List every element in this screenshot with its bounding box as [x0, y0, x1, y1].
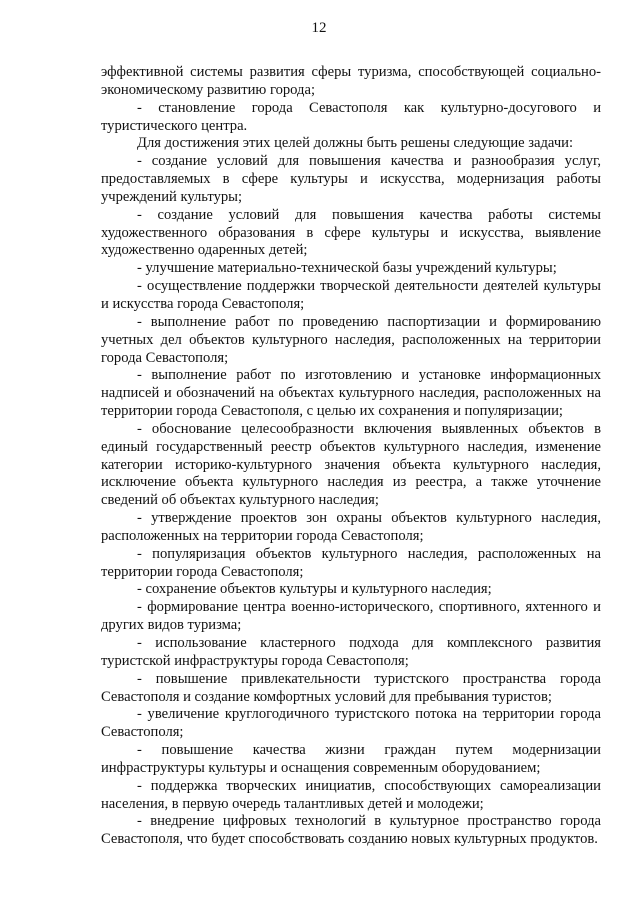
paragraph: - формирование центра военно-исторического, спортивного, яхтенного и других видов туризма;	[101, 599, 601, 634]
paragraph: - популяризация объектов культурного наследия, расположенных на территории города Севастополя;	[101, 545, 601, 580]
paragraph: - поддержка творческих инициатив, способствующих самореализации населения, в первую очередь талантливых детей и молодежи;	[101, 777, 601, 812]
paragraph: - становление города Севастополя как культурно-досугового и туристического центра.	[101, 99, 601, 134]
paragraph: - повышение привлекательности туристского пространства города Севастополя и создание комфортных условий для пребывания туристов;	[101, 670, 601, 705]
paragraph: - использование кластерного подхода для комплексного развития туристской инфраструктуры города Севастополя;	[101, 635, 601, 669]
paragraph: - выполнение работ по проведению паспортизации и формированию учетных дел объектов культурного наследия, расположенных на территории города Севастополя;	[101, 313, 601, 366]
paragraph: - внедрение цифровых технологий в культурное пространство города Севастополя, что будет способствовать созданию новых культурных продуктов.	[101, 813, 601, 848]
paragraph: - обоснование целесообразности включения выявленных объектов в единый государственный реестр объектов культурного наследия, изменение категории историко-культурного значения объекта культурного наследия, исключение объекта культурного наследия из реестра, а также уточнение сведений об объектах культурного наследия;	[101, 420, 601, 509]
paragraph: - создание условий для повышения качества работы системы художественного образования в сфере культуры и искусства, выявление художественно одаренных детей;	[101, 206, 601, 259]
paragraph: - утверждение проектов зон охраны объектов культурного наследия, расположенных на территории города Севастополя;	[101, 510, 601, 544]
paragraph: Для достижения этих целей должны быть решены следующие задачи:	[137, 135, 574, 152]
page-number: 12	[311, 20, 327, 36]
paragraph: - выполнение работ по изготовлению и установке информационных надписей и обозначений на объектах культурного наследия, расположенных на территории города Севастополя, с целью их сохранения и популяризации;	[101, 367, 601, 420]
paragraph: - осуществление поддержки творческой деятельности деятелей культуры и искусства города Севастополя;	[101, 278, 601, 312]
paragraph: - сохранение объектов культуры и культурного наследия;	[137, 581, 492, 598]
paragraph: - улучшение материально-технической базы учреждений культуры;	[137, 260, 557, 277]
paragraph: - создание условий для повышения качества и разнообразия услуг, предоставляемых в сфере культуры и искусства, модернизация работы учреждений культуры;	[101, 153, 601, 205]
paragraph: эффективной системы развития сферы туризма, способствующей социально-экономическому развитию города;	[101, 64, 601, 98]
paragraph: - увеличение круглогодичного туристского потока на территории города Севастополя;	[101, 706, 601, 741]
paragraph: - повышение качества жизни граждан путем модернизации инфраструктуры культуры и оснащения современным оборудованием;	[101, 742, 601, 776]
body-text	[101, 64, 601, 849]
